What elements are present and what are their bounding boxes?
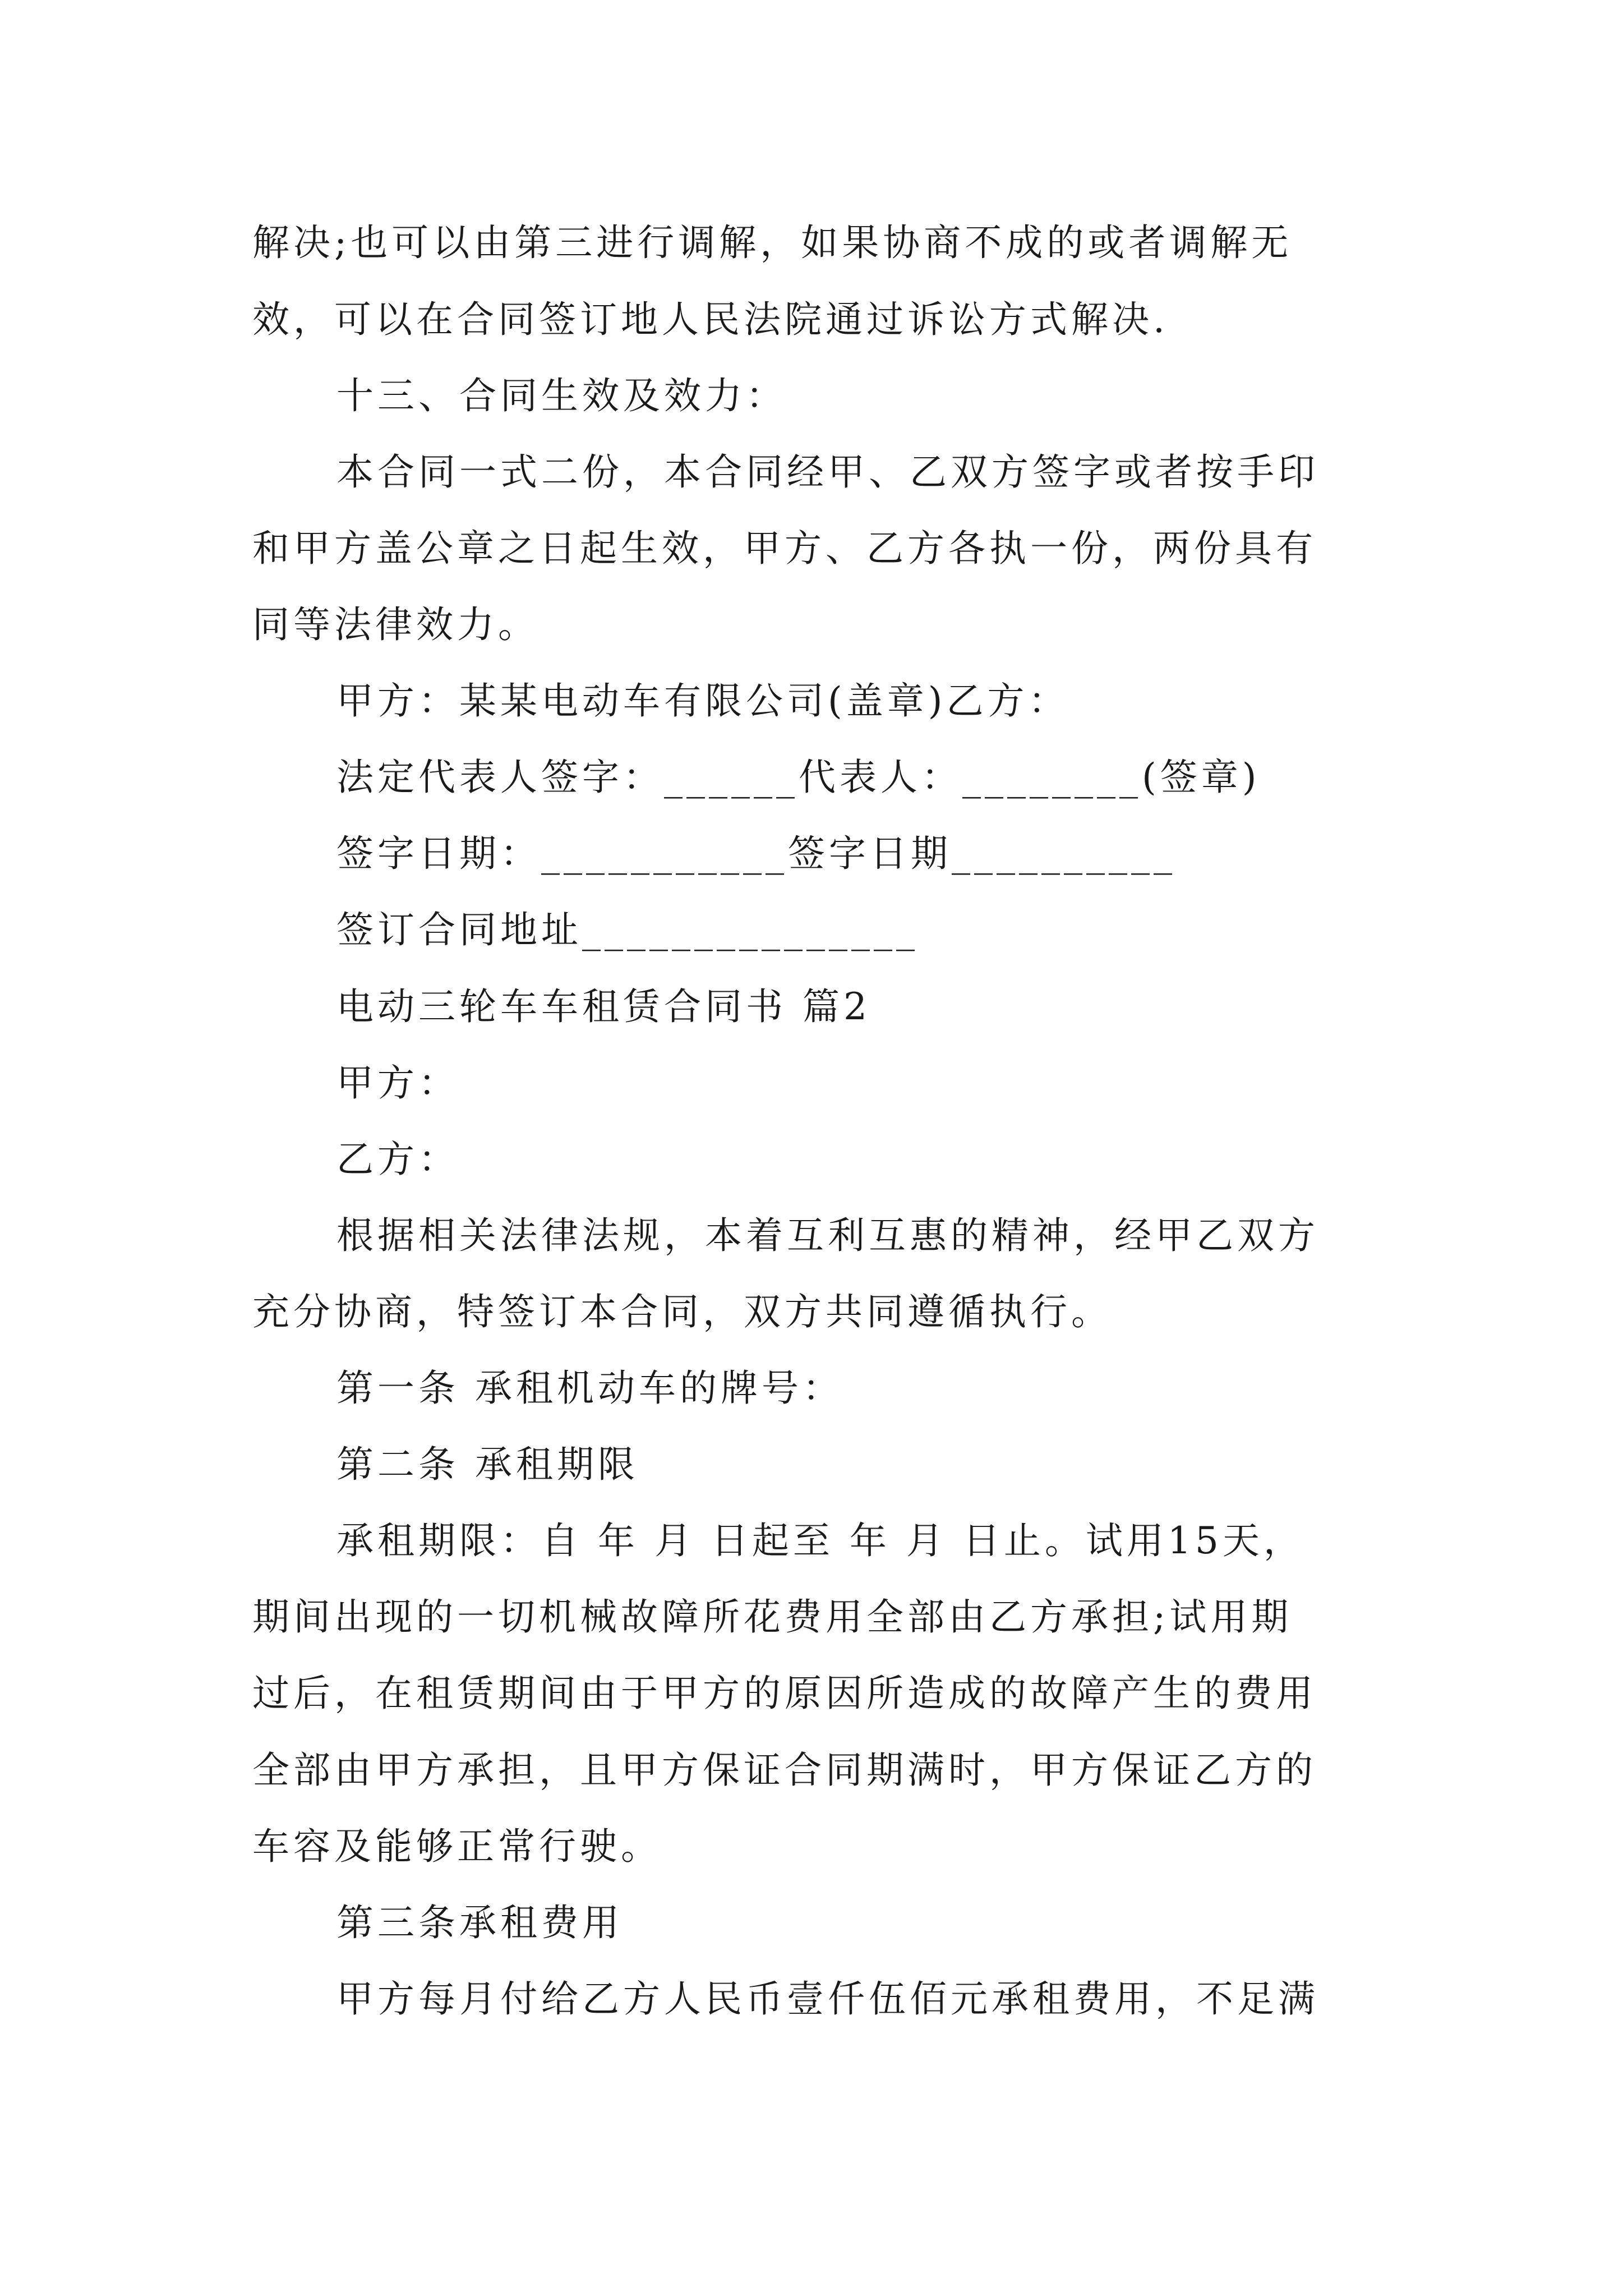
text-line: 车容及能够正常行驶。 (252, 1825, 662, 1868)
text-line: 过后，在租赁期间由于甲方的原因所造成的故障产生的费用 (252, 1672, 1317, 1715)
text-line: 期间出现的一切机械故障所花费用全部由乙方承担;试用期 (252, 1595, 1293, 1639)
signature-representatives: 法定代表人签字：______代表人：________(签章) (336, 756, 1261, 799)
text-line: 承租期限：自 年 月 日起至 年 月 日止。试用15天， (336, 1519, 1304, 1562)
section-heading: 十三、合同生效及效力： (336, 374, 787, 417)
signature-address: 签订合同地址_______________ (336, 908, 919, 951)
signature-dates: 签字日期：___________签字日期__________ (336, 832, 1176, 875)
party-b: 乙方： (336, 1138, 459, 1181)
text-line: 和甲方盖公章之日起生效，甲方、乙方各执一份，两份具有 (252, 527, 1317, 570)
text-line: 本合同一式二份，本合同经甲、乙双方签字或者按手印 (336, 450, 1319, 494)
text-line: 同等法律效力。 (252, 603, 539, 646)
text-line: 根据相关法律法规，本着互利互惠的精神，经甲乙双方 (336, 1214, 1319, 1257)
article-1: 第一条 承租机动车的牌号： (336, 1366, 843, 1410)
signature-parties: 甲方：某某电动车有限公司(盖章)乙方： (336, 679, 1069, 723)
article-3: 第三条承租费用 (336, 1901, 623, 1944)
party-a: 甲方： (336, 1061, 459, 1105)
text-line: 解决;也可以由第三进行调解，如果协商不成的或者调解无 (252, 221, 1293, 264)
text-line: 充分协商，特签订本合同，双方共同遵循执行。 (252, 1290, 1112, 1333)
article-2: 第二条 承租期限 (336, 1443, 639, 1486)
text-line: 甲方每月付给乙方人民币壹仟伍佰元承租费用，不足满 (336, 1977, 1319, 2021)
text-line: 全部由甲方承担，且甲方保证合同期满时，甲方保证乙方的 (252, 1749, 1317, 1792)
text-line: 效，可以在合同签订地人民法院通过诉讼方式解决. (252, 298, 1169, 341)
document-title: 电动三轮车车租赁合同书 篇2 (336, 985, 871, 1028)
